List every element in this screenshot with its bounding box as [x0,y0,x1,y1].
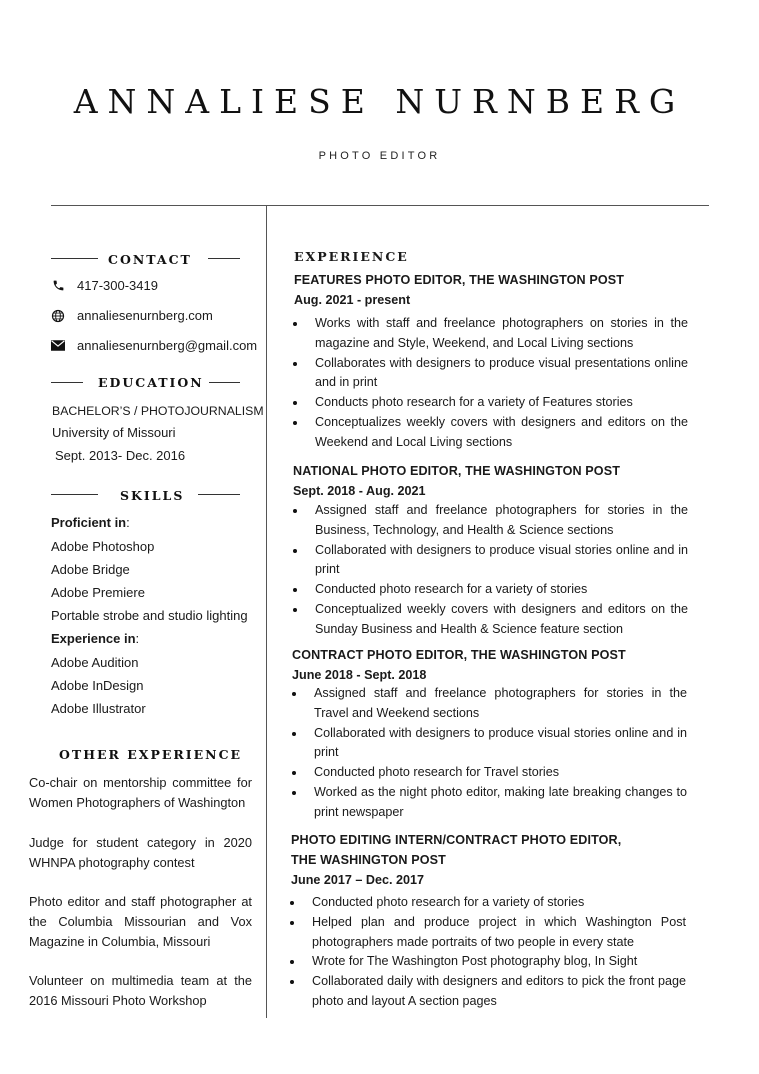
job-bullets [288,893,686,1012]
other-experience-item: Photo editor and staff photographer at the Columbia Missourian and Vox Magazine in Columbia, Missouri [29,894,252,949]
skill-item: Portable strobe and studio lighting [51,608,248,623]
other-experience-item: Judge for student category in 2020 WHNPA photography contest [29,835,252,870]
education-degree: BACHELOR’S / PHOTOJOURNALISM [52,404,264,418]
job-bullet: Wrote for The Washington Post photography blog, In Sight [288,952,686,972]
phone-icon [51,279,65,293]
other-experience-item: Co-chair on mentorship committee for Women Photographers of Washington [29,775,252,810]
skill-item: Adobe Audition [51,655,139,670]
education-heading-rule-left [51,382,83,383]
job-dates: June 2017 – Dec. 2017 [291,873,425,887]
resume-name: ANNALIESE NURNBERG [73,82,686,121]
job-bullet: Collaborates with designers to produce visual presentations online and in print [291,354,688,394]
skills-proficient-label-row: Proficient in: [51,515,130,530]
job-title-continued: THE WASHINGTON POST [291,853,446,867]
job-title: CONTRACT PHOTO EDITOR, THE WASHINGTON POST [292,648,626,662]
job-bullet: Conducts photo research for a variety of Features stories [291,393,688,413]
job-title: FEATURES PHOTO EDITOR, THE WASHINGTON POST [294,273,625,287]
job-bullet: Conducted photo research for Travel stories [290,763,687,783]
education-dates: Sept. 2013- Dec. 2016 [55,448,186,463]
contact-email-row [51,338,257,353]
job-bullet: Works with staff and freelance photographers on stories in the magazine and Style, Weekend, and Local Living sections [291,314,688,354]
skills-heading-rule-left [51,494,98,495]
job-dates: Sept. 2018 - Aug. 2021 [293,484,426,498]
job-bullets [291,501,688,640]
skill-item: Adobe Illustrator [51,701,146,716]
contact-website-row [51,308,213,323]
skill-item: Adobe Premiere [51,585,145,600]
job-bullet: Collaborated daily with designers and editors to pick the front page photo and layout A section pages [288,972,686,1012]
experience-heading: EXPERIENCE [294,249,409,264]
contact-phone-row [51,278,158,293]
job-bullet: Worked as the night photo editor, making late breaking changes to print newspaper [290,783,687,823]
job-bullet: Assigned staff and freelance photographers for stories in the Travel and Weekend sections [290,684,687,724]
job-bullet: Collaborated with designers to produce visual stories online and in print [291,541,688,581]
contact-heading-rule-left [51,258,98,259]
job-bullet: Conceptualized weekly covers with designers and editors on the Sunday Business and Health & Science feature section [291,600,688,640]
job-bullet: Assigned staff and freelance photographers for stories in the Business, Technology, and Health & Science sections [291,501,688,541]
skills-heading-rule-right [198,494,240,495]
skill-item: Adobe Bridge [51,562,130,577]
contact-heading-rule-right [208,258,240,259]
job-title: PHOTO EDITING INTERN/CONTRACT PHOTO EDITOR, [291,833,622,847]
skills-heading: SKILLS [120,488,185,503]
education-heading-rule-right [209,382,240,383]
job-title: NATIONAL PHOTO EDITOR, THE WASHINGTON POST [293,464,620,478]
job-bullet: Conducted photo research for a variety of stories [288,893,686,913]
skills-proficient-label: Proficient in [51,515,127,530]
education-school: University of Missouri [52,425,176,440]
resume-title: PHOTO EDITOR [318,150,441,162]
contact-phone[interactable]: 417-300-3419 [77,278,158,293]
contact-email[interactable]: annaliesenurnberg@gmail.com [77,338,258,353]
column-divider [266,206,267,1018]
skill-item: Adobe InDesign [51,678,144,693]
contact-heading: CONTACT [108,252,192,267]
job-bullet: Helped plan and produce project in which Washington Post photographers made portraits of two people in every state [288,913,686,953]
skills-experience-label-row: Experience in: [51,631,140,646]
job-bullets [291,314,688,453]
skills-experience-label: Experience in [51,631,136,646]
globe-icon [51,309,65,323]
job-bullet: Conceptualizes weekly covers with designers and editors on the Weekend and Local Living sections [291,413,688,453]
job-dates: Aug. 2021 - present [294,293,411,307]
other-experience-heading: OTHER EXPERIENCE [59,747,243,762]
header-divider [51,205,709,206]
other-experience-item: Volunteer on multimedia team at the 2016 Missouri Photo Workshop [29,973,252,1008]
skill-item: Adobe Photoshop [51,539,155,554]
mail-icon [51,339,65,353]
job-dates: June 2018 - Sept. 2018 [292,668,427,682]
job-bullet: Conducted photo research for a variety of stories [291,580,688,600]
job-bullets [290,684,687,823]
job-bullet: Collaborated with designers to produce visual stories online and in print [290,724,687,764]
contact-website[interactable]: annaliesenurnberg.com [77,308,213,323]
education-heading: EDUCATION [98,375,204,390]
